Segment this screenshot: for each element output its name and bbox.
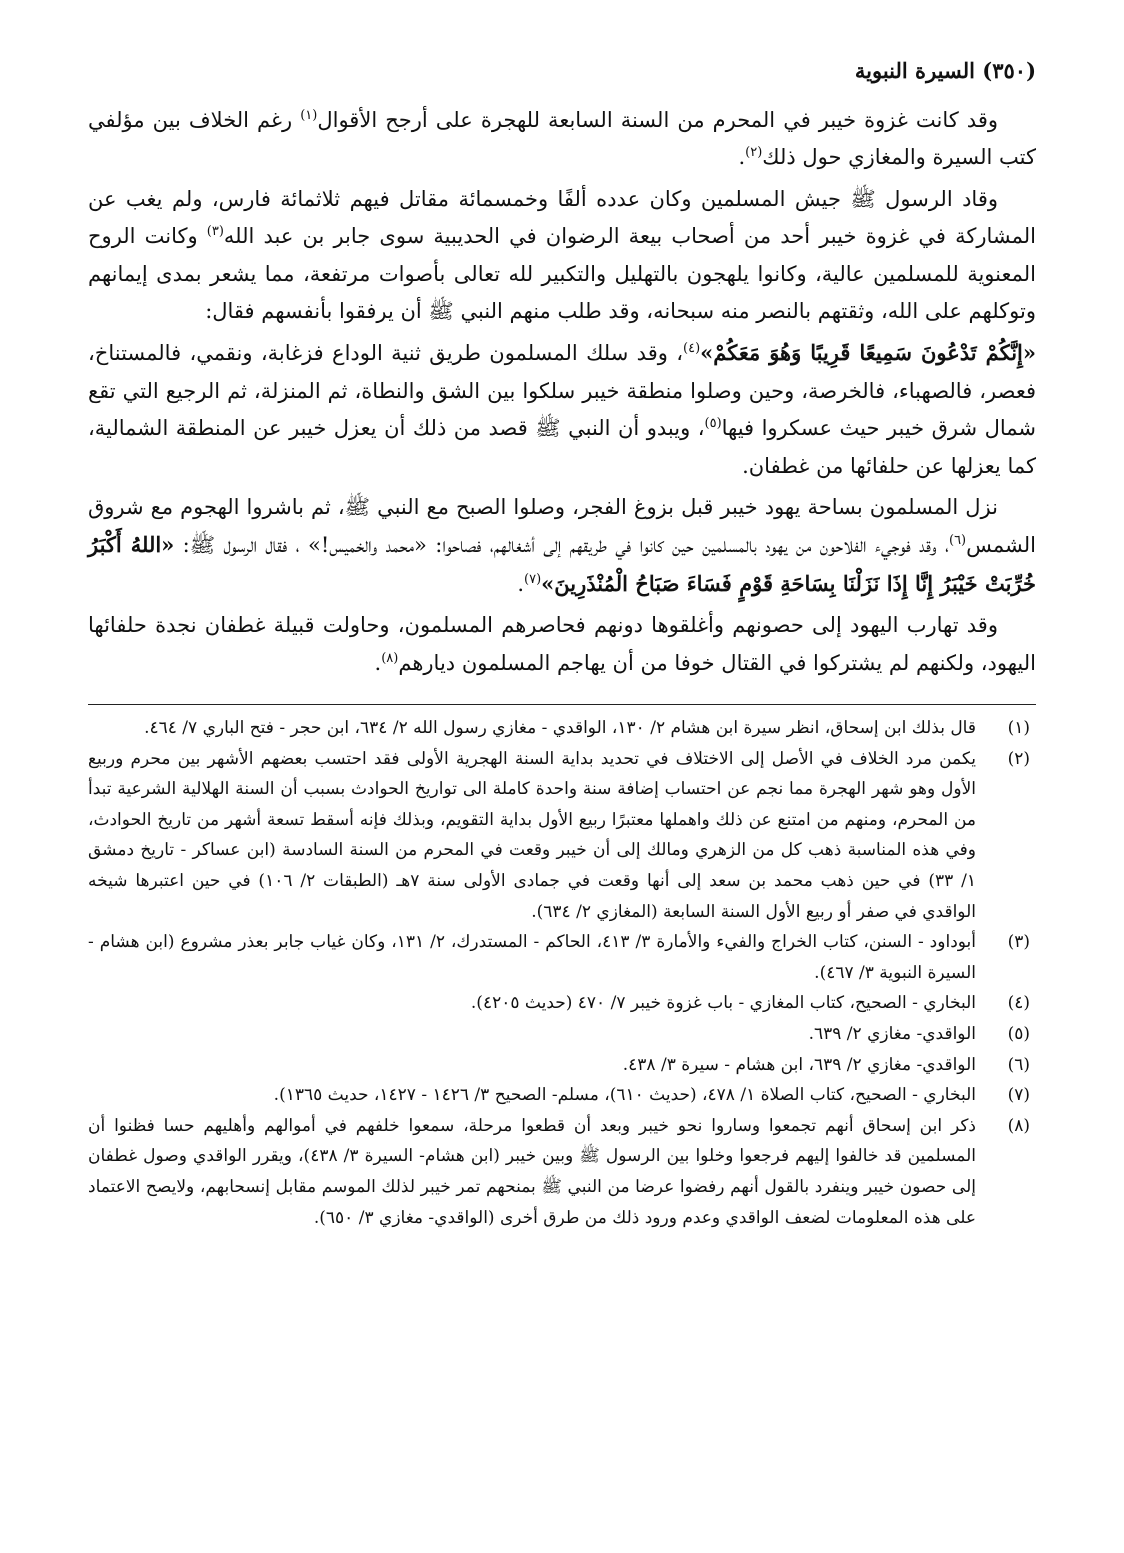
body-paragraph (88, 334, 1036, 485)
text-run: نزل المسلمون بساحة يهود خيبر قبل بزوغ الفجر، وصلوا الصبح مع النبي ﷺ، ثم باشروا الهجوم مع شروق الشمس (88, 495, 1037, 558)
footnote-item (88, 1080, 1036, 1111)
footnote-item (88, 988, 1036, 1019)
footnote-reference: (٨) (381, 650, 399, 666)
body-paragraph (88, 181, 1036, 331)
text-run: ، وقد سلك المسلمون طريق ثنية الوداع فزغابة، ونقمي، فالمستناخ، فعصر، فالصهباء، فالخرصة، وحين وصلوا منطقة خيبر سلكوا بين الشق والنطاة، ثم المنزلة، ثم الرجيع التي تقع شمال شرق خيبر حيث عسكروا فيها (88, 341, 1036, 441)
footnote-text: البخاري - الصحيح، كتاب المغازي - باب غزوة خيبر ٧/ ٤٧٠ (حديث ٤٢٠٥). (470, 993, 976, 1014)
footnote-text: الواقدي- مغازي ٢/ ٦٣٩. (808, 1024, 976, 1045)
footnote-divider (88, 704, 1036, 705)
footnote-reference: (١) (300, 108, 318, 123)
body-paragraph (88, 102, 1036, 177)
footnote-reference: (٥) (704, 416, 722, 432)
footnote-text: أبوداود - السنن، كتاب الخراج والفيء والأمارة ٣/ ٤١٣، الحاكم - المستدرك، ٢/ ١٣١، وكان غياب جابر بعذر مشروع (ابن هشام - السيرة النبوية ٣/ ٤٦٧). (88, 932, 976, 983)
body-paragraph (88, 607, 1036, 682)
quoted-hadith: «إِنَّكُمْ تَدْعُونَ سَمِيعًا قَرِيبًا وَهُوَ مَعَكُمْ» (700, 340, 1036, 366)
footnote-reference: (٧) (524, 571, 542, 587)
text-run: ، ويبدو أن النبي ﷺ قصد من ذلك أن يعزل خيبر عن المنطقة الشمالية، كما يعزلها عن حلفائها من غطفان. (88, 416, 1036, 478)
footnote-item (88, 713, 1036, 744)
footnote-reference: (٤) (683, 341, 701, 357)
text-run: . (738, 145, 746, 170)
footnote-number: (١) (1007, 718, 1030, 739)
footnote-item (88, 1111, 1036, 1233)
text-run: وقاد الرسول ﷺ جيش المسلمين وكان عدده ألفًا وخمسمائة مقاتل فيهم ثلاثمائة فارس، ولم يغب عن المشاركة في غزوة خيبر أحد من أصحاب بيعة الرضوان في الحديبية سوى جابر بن عبد الله (88, 186, 1036, 249)
footnote-text: ذكر ابن إسحاق أنهم تجمعوا وساروا نحو خيبر وبعد أن قطعوا مرحلة، سمعوا خلفهم في أموالهم وأهليهم حسا فظنوا أن المسلمين قد خالفوا إليهم فرجعوا وخلوا بين الرسول ﷺ وبين خيبر (ابن هشام- السيرة ٣/ ٤٣٨)، ويقرر الواقدي وصول غطفان إلى حصون خيبر وينفرد بالقول أنهم رفضوا عرضا من النبي ﷺ بمنحهم تمر خيبر لذلك الموسم مقابل إنسحابهم، ولايصح الاعتماد على هذه المعلومات لضعف الواقدي وعدم ورود ذلك من طرق أخرى (الواقدي- مغازي ٣/ ٦٥٠). (88, 1115, 977, 1228)
footnote-reference: (٣) (206, 224, 224, 240)
text-run: وقد كانت غزوة خيبر في المحرم من السنة السابعة للهجرة على أرجح الأقوال (317, 108, 998, 132)
text-run: وكانت الروح المعنوية للمسلمين عالية، وكانوا يلهجون بالتهليل والتكبير لله تعالى بأصوات مرتفعة، مما يشعر بمدى إيمانهم وتوكلهم على الله، وثقتهم بالنصر منه سبحانه، وقد طلب منهم النبي ﷺ أن يرفقوا بأنفسهم فقال: (88, 224, 1036, 324)
footnote-number: (٦) (1007, 1054, 1030, 1075)
footnote-number: (٥) (1007, 1024, 1030, 1045)
footnote-text: الواقدي- مغازي ٢/ ٦٣٩، ابن هشام - سيرة ٣/ ٤٣٨. (622, 1054, 976, 1075)
footnote-number: (٢) (1007, 748, 1030, 769)
quoted-hadith: «اللهُ أَكْبَرُ خُرِّبَتْ خَيْبَرُ إِنَّا إِذَا نَزَلْنَا بِسَاحَةِ قَوْمٍ فَسَاءَ صَبَاحُ الْمُنْذَرِينَ» (88, 532, 1036, 596)
main-text (88, 102, 1036, 682)
book-title: السيرة النبوية (854, 58, 975, 83)
page-number: (٣٥٠) (982, 58, 1036, 83)
footnote-item (88, 927, 1036, 988)
text-run: وقد تهارب اليهود إلى حصونهم وأغلقوها دونهم فحاصرهم المسلمون، وحاولت قبيلة غطفان نجدة حلفائها اليهود، ولكنهم لم يشتركوا في القتال خوفا من أن يهاجم المسلمون ديارهم (88, 613, 1036, 675)
footnote-number: (٧) (1007, 1085, 1030, 1106)
text-run: . (517, 571, 525, 596)
footnote-reference: (٢) (745, 145, 763, 161)
body-paragraph (88, 489, 1036, 603)
footnote-number: (٤) (1007, 993, 1030, 1014)
footnote-text: قال بذلك ابن إسحاق، انظر سيرة ابن هشام ٢/ ١٣٠، الواقدي - مغازي رسول الله ٢/ ٦٣٤، ابن حجر - فتح الباري ٧/ ٤٦٤. (144, 718, 976, 739)
footnote-number: (٨) (1007, 1115, 1030, 1136)
footnotes (88, 713, 1036, 1233)
text-run: رغم الخلاف بين مؤلفي كتب السيرة والمغازي حول ذلك (88, 108, 1036, 170)
footnote-item (88, 744, 1036, 928)
footnote-item (88, 1019, 1036, 1050)
text-run: . (374, 650, 382, 675)
footnote-item (88, 1050, 1036, 1081)
footnote-text: البخاري - الصحيح، كتاب الصلاة ١/ ٤٧٨، (حديث ٦١٠)، مسلم- الصحيح ٣/ ١٤٢٦ - ١٤٢٧، حديث ١٣٦٥). (273, 1085, 976, 1106)
text-run: ، وقد فوجيء الفلاحون من يهود بالمسلمين حين كانوا في طريقهم إلى أشغالهم، فصاحوا: «محمد والخميس!» ، فقال الرسول ﷺ: (174, 533, 949, 558)
running-header (88, 56, 1036, 102)
footnote-reference: (٦) (948, 533, 967, 549)
footnote-text: يكمن مرد الخلاف في الأصل إلى الاختلاف في تحديد بداية السنة الهجرية الأولى فقد احتسب بعضهم الأشهر بين محرم وربيع الأول وهو شهر الهجرة مما نجم عن احتساب إضافة سنة واحدة كاملة الى تواريخ الحوادث بسبب أن السنة الهلالية الشرعية تبدأ من المحرم، ومنهم من امتنع عن ذلك واهملها معتبرًا ربيع الأول بداية التقويم، وبذلك فإنه أسقط تسعة أشهر من تاريخ الحوادث، وفي هذه المناسبة ذهب كل من الزهري ومالك إلى أن خيبر وقعت في المحرم من السنة السادسة (ابن عساكر - تاريخ دمشق ١/ ٣٣) في حين ذهب محمد بن سعد إلى أنها وقعت في جمادى الأولى سنة ٧هـ (الطبقات ٢/ ١٠٦) في حين اعتبرها شيخه الواقدي في صفر أو ربيع الأول السنة السابعة (المغازي ٢/ ٦٣٤). (88, 748, 976, 922)
footnote-number: (٣) (1007, 932, 1030, 953)
